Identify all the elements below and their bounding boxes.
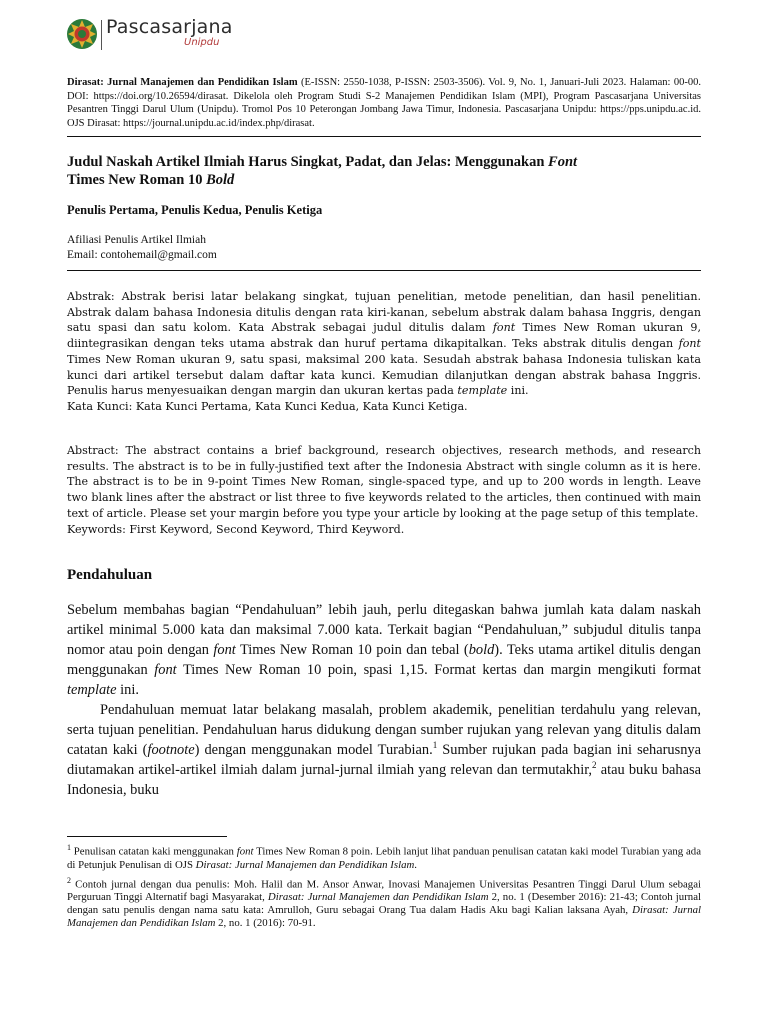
footnote-2: $^2$ Contoh jurnal dengan dua penulis: Moh. Halil dan M. Ansor Anwar, Inovasi Manajemen Universitas Pesantren Tinggi Darul Ulum sebagai Perguruan Tinggi Alternatif bagi Masyarakat, Dirasat: Jurnal Manajemen dan Pendidikan Islam 2, no. 1 (Desember 2016): 21-43; Contoh jurnal dengan satu penulis dengan nama satu kata: Amrulloh, Guru sebagai Orang Tua dalam Hadis Aku bagi Kalian laksana Ayah, Dirasat: Jurnal Manajemen dan Pendidikan Islam 2, no. 1 (2016): 70-91. <box>67 875 701 930</box>
title-rule <box>67 270 701 271</box>
footnote-ref[interactable]: 1 <box>432 740 438 751</box>
abstract-indonesian <box>67 289 701 415</box>
footnote-1: $^1$ Penulisan catatan kaki menggunakan font Times New Roman 8 poin. Lebih lanjut lihat panduan penulisan catatan kaki model Turabian yang ada di Petunjuk Penulisan di OJS Dirasat: Jurnal Manajemen dan Pendidikan Islam. <box>67 843 701 871</box>
footnote-separator <box>67 836 227 837</box>
abstract-en-text: Abstract: The abstract contains a brief background, research objectives, research methods, and research results. The abstract is to be in fully-justified text after the Indonesia Abstract with single column as it is here. The abstract is to be in 9-point Times New Roman, single-spaced type, and up to 200 words in length. Leave two blank lines after the abstract or list three to five keywords related to the articles, then continued with main text of article. Please set your margin before you type your article by looking at the page setup of this template. <box>67 444 701 520</box>
footnotes <box>67 841 701 932</box>
keywords-en: Keywords: First Keyword, Second Keyword, Third Keyword. <box>67 522 405 536</box>
journal-info <box>67 76 701 130</box>
journal-details: (E-ISSN: 2550-1038, P-ISSN: 2503-3506). Vol. 9, No. 1, Januari-Juli 2023. Halaman: 00-00. DOI: https://doi.org/10.26594/dirasat. Dikelola oleh Program Studi S-2 Manajemen Pendidikan Islam (MPI), Program Pascasarjana Universitas Pesantren Tinggi Darul Ulum (Unipdu). Tromol Pos 10 Peterongan Jombang Jawa Timur, Indonesia. Pascasarjana Unipdu: https://pps.unipdu.ac.id. OJS Dirasat: https://journal.unipdu.ac.id/index.php/dirasat. <box>67 77 701 129</box>
affiliation: Afiliasi Penulis Artikel Ilmiah <box>67 234 206 246</box>
body-paragraph: Sebelum membahas bagian “Pendahuluan” lebih jauh, perlu ditegaskan bahwa jumlah kata dalam naskah artikel minimal 5.000 kata dan maksimal 7.000 kata. Terkait bagian “Pendahuluan,” subjudul ditulis tanpa nomor atau poin dengan font Times New Roman 10 poin dan tebal (bold). Teks utama artikel ditulis dengan menggunakan font Times New Roman 10 poin, spasi 1,15. Format kertas dan margin mengikuti format template ini. <box>67 602 701 698</box>
abstract-id-text: Abstrak: Abstrak berisi latar belakang singkat, tujuan penelitian, metode penelitian, dan hasil penelitian. Abstrak dalam bahasa Indonesia ditulis dengan rata kiri-kanan, sebelum abstrak dalam bahasa Inggris, dengan satu spasi dan satu kolom. Kata Abstrak sebagai judul ditulis dalam font Times New Roman ukuran 9, diintegrasikan dengan teks utama abstrak dan huruf pertama dikapitalkan. Teks abstrak ditulis dengan font Times New Roman ukuran 9, satu spasi, maksimal 200 kata. Sesudah abstrak bahasa Indonesia tuliskan kata kunci dari artikel tersebut dalam daftar kata kunci. Kemudian dilanjutkan dengan abstrak bahasa Inggris. Penulis harus menyesuaikan dengan margin dan ukuran kertas pada template ini. <box>67 290 701 398</box>
email: Email: contohemail@gmail.com <box>67 249 217 261</box>
body-paragraph: Pendahuluan memuat latar belakang masalah, problem akademik, penelitian terdahulu yang relevan, serta tujuan penelitian. Pendahuluan harus didukung dengan sumber rujukan yang relevan yang ditulis dalam catatan kaki (footnote) dengan menggunakan model Turabian.$^1$ Sumber rujukan pada bagian ini seharusnya diutamakan artikel-artikel ilmiah dalam jurnal-jurnal ilmiah yang relevan dan termutakhir,$^2$ atau buku bahasa Indonesia, buku <box>67 702 702 798</box>
abstract-english <box>67 443 701 537</box>
university-emblem-icon <box>66 18 98 50</box>
affiliation-block <box>67 233 217 263</box>
introduction-body <box>67 600 701 800</box>
section-heading: Pendahuluan <box>67 567 153 583</box>
author-list: Penulis Pertama, Penulis Kedua, Penulis Ketiga <box>67 203 323 217</box>
logo-title: Pascasarjana <box>106 16 233 38</box>
keywords-id: Kata Kunci: Kata Kunci Pertama, Kata Kunci Kedua, Kata Kunci Ketiga. <box>67 399 468 413</box>
footnote-ref[interactable]: 2 <box>592 760 597 771</box>
logo-divider <box>101 20 102 50</box>
logo-subtitle: Unipdu <box>184 37 220 48</box>
header-rule <box>67 136 701 137</box>
article-title: Judul Naskah Artikel Ilmiah Harus Singkat, Padat, dan Jelas: Menggunakan Font Times New Roman 10 Bold <box>67 154 578 188</box>
institution-logo <box>66 18 233 50</box>
journal-name: Dirasat: Jurnal Manajemen dan Pendidikan Islam <box>67 77 298 88</box>
